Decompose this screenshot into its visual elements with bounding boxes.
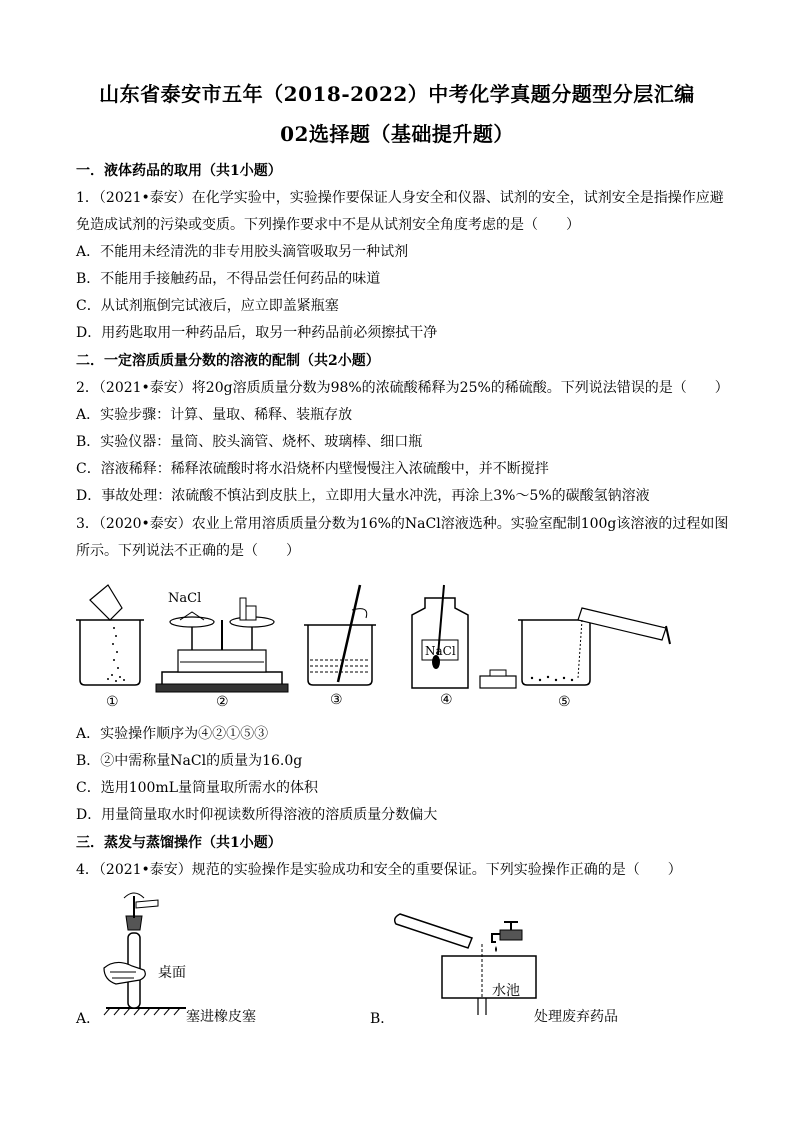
q1-stem-line1: 1．（2021•泰安）在化学实验中，实验操作要保证人身安全和仪器、试剂的安全，试剂安全是指操作应避 xyxy=(76,190,724,206)
section-heading-1: 一．液体药品的取用（共1小题） xyxy=(76,163,282,179)
q1-option-d: D．用药匙取用一种药品后，取另一种药品前必须擦拭干净 xyxy=(76,325,438,341)
figure-label-3: ③ xyxy=(330,692,343,708)
q4-stem-line1: 4．（2021•泰安）规范的实验操作是实验成功和安全的重要保证。下列实验操作正确的是（ ） xyxy=(76,862,682,878)
step5-pouring-illustration xyxy=(518,608,670,685)
q4-b-sink-label: 水池 xyxy=(492,983,520,999)
q1-option-c: C．从试剂瓶倒完试液后，应立即盖紧瓶塞 xyxy=(76,298,339,314)
q1-stem-line2: 免造成试剂的污染或变质。下列操作要求中不是从试剂安全角度考虑的是（ ） xyxy=(76,217,580,233)
step3-stirring-illustration xyxy=(304,585,376,685)
q3-figure xyxy=(70,580,690,710)
q2-option-d: D．事故处理：浓硫酸不慎沾到皮肤上，立即用大量水冲洗，再涂上3%～5%的碳酸氢钠溶液 xyxy=(76,488,650,504)
q3-stem-line1: 3．（2020•泰安）农业上常用溶质质量分数为16%的NaCl溶液选种。实验室配制100g该溶液的过程如图 xyxy=(76,516,729,532)
q4-option-a-caption: 塞进橡皮塞 xyxy=(186,1009,256,1025)
q4-option-a-letter: A． xyxy=(76,1011,101,1027)
nacl-balance-label: NaCl xyxy=(168,591,202,606)
nacl-bottle-label: NaCl xyxy=(425,644,456,658)
q3-stem-line2: 所示。下列说法不正确的是（ ） xyxy=(76,543,300,559)
q2-option-a: A．实验步骤：计算、量取、稀释、装瓶存放 xyxy=(76,407,353,423)
q3-option-a: A．实验操作顺序为④②①⑤③ xyxy=(76,726,269,742)
figure-label-2: ② xyxy=(216,694,229,710)
q1-option-b: B．不能用手接触药品，不得品尝任何药品的味道 xyxy=(76,271,381,287)
q2-option-b: B．实验仪器：量筒、胶头滴管、烧杯、玻璃棒、细口瓶 xyxy=(76,434,423,450)
figure-label-4: ④ xyxy=(440,692,453,708)
figure-label-1: ① xyxy=(106,694,119,710)
q4-option-b-figure xyxy=(392,900,542,1020)
q3-option-b: B．②中需称量NaCl的质量为16.0g xyxy=(76,753,303,769)
section-heading-2: 二．一定溶质质量分数的溶液的配制（共2小题） xyxy=(76,353,380,369)
section-heading-3: 三．蒸发与蒸馏操作（共1小题） xyxy=(76,835,282,851)
q4-option-a-figure xyxy=(96,888,196,1020)
step2-balance-illustration xyxy=(156,598,288,692)
q3-option-d: D．用量筒量取水时仰视读数所得溶液的溶质质量分数偏大 xyxy=(76,807,438,823)
figure-label-5: ⑤ xyxy=(558,694,571,710)
q2-option-c: C．溶液稀释：稀释浓硫酸时将水沿烧杯内壁慢慢注入浓硫酸中，并不断搅拌 xyxy=(76,461,549,477)
q4-option-b-caption: 处理废弃药品 xyxy=(534,1009,618,1025)
step1-beaker-illustration xyxy=(76,585,144,685)
q4-option-b-letter: B． xyxy=(370,1011,395,1027)
doc-subtitle: 02选择题（基础提升题） xyxy=(280,122,514,146)
q4-a-desk-label: 桌面 xyxy=(158,965,186,981)
q2-stem-line1: 2．（2021•泰安）将20g溶质质量分数为98%的浓硫酸稀释为25%的稀硫酸。下列说法错误的是（ ） xyxy=(76,380,729,396)
doc-title: 山东省泰安市五年（2018-2022）中考化学真题分题型分层汇编 xyxy=(99,82,695,106)
step4-bottle-illustration xyxy=(412,585,516,688)
q3-option-c: C．选用100mL量筒量取所需水的体积 xyxy=(76,780,319,796)
q1-option-a: A．不能用未经清洗的非专用胶头滴管吸取另一种试剂 xyxy=(76,244,409,260)
